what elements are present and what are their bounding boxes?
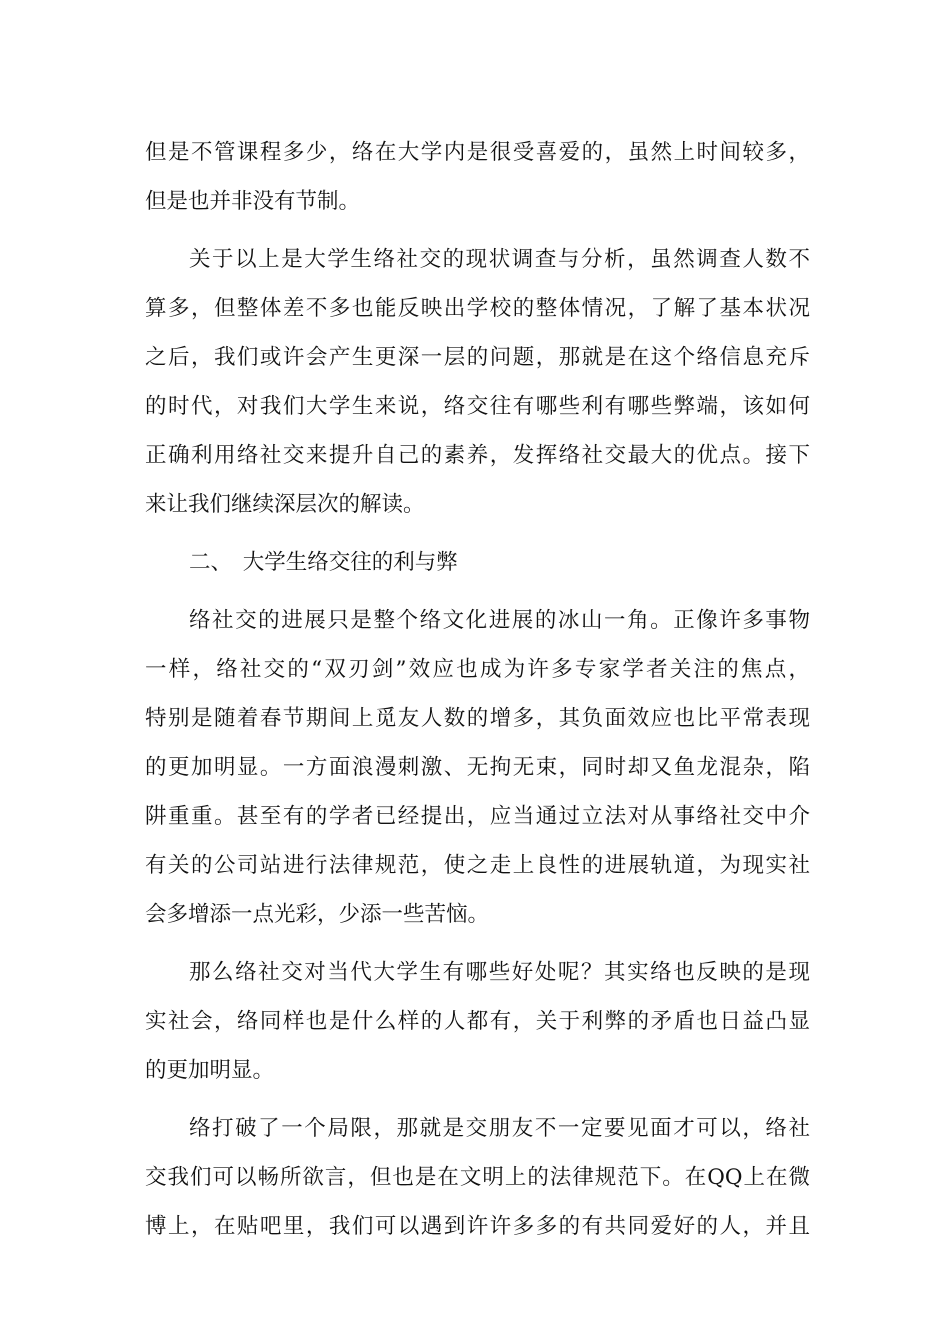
paragraph-3 — [145, 596, 810, 939]
paragraph-line: 之后，我们或许会产生更深一层的问题，那就是在这个络信息充斥 — [145, 345, 810, 370]
paragraph-2 — [145, 235, 810, 529]
paragraph-line: 络社交的进展只是整个络文化进展的冰山一角。正像许多事物 — [189, 608, 810, 633]
document-body — [145, 128, 810, 1251]
paragraph-1 — [145, 128, 810, 226]
paragraph-line: 但是也并非没有节制。 — [145, 189, 361, 214]
paragraph-line: 算多，但整体差不多也能反映出学校的整体情况，了解了基本状况 — [145, 296, 810, 321]
paragraph-line: 关于以上是大学生络社交的现状调查与分析，虽然调查人数不 — [189, 247, 810, 272]
paragraph-line: 博上，在贴吧里，我们可以遇到许许多多的有共同爱好的人，并且 — [145, 1214, 810, 1239]
paragraph-line: 有关的公司站进行法律规范，使之走上良性的进展轨道，为现实社 — [145, 853, 810, 878]
paragraph-line: 正确利用络社交来提升自己的素养，发挥络社交最大的优点。接下 — [145, 443, 810, 468]
paragraph-line: 的时代，对我们大学生来说，络交往有哪些利有哪些弊端，该如何 — [145, 394, 810, 419]
section-heading-text: 二、 大学生络交往的利与弊 — [189, 550, 458, 575]
paragraph-line: 的更加明显。 — [145, 1058, 275, 1083]
paragraph-line: 一样，络社交的“双刃剑”效应也成为许多专家学者关注的焦点， — [145, 657, 810, 682]
paragraph-line: 来让我们继续深层次的解读。 — [145, 492, 425, 517]
paragraph-4 — [145, 948, 810, 1095]
paragraph-line: 的更加明显。一方面浪漫刺激、无拘无束，同时却又鱼龙混杂，陷 — [145, 755, 810, 780]
paragraph-line: 阱重重。甚至有的学者已经提出，应当通过立法对从事络社交中介 — [145, 804, 810, 829]
section-heading — [145, 538, 810, 587]
paragraph-line: 那么络社交对当代大学生有哪些好处呢？其实络也反映的是现 — [189, 960, 810, 985]
paragraph-line: 实社会，络同样也是什么样的人都有，关于利弊的矛盾也日益凸显 — [145, 1009, 810, 1034]
paragraph-line: 但是不管课程多少，络在大学内是很受喜爱的，虽然上时间较多， — [145, 140, 810, 165]
paragraph-line: 络打破了一个局限，那就是交朋友不一定要见面才可以，络社 — [189, 1116, 810, 1141]
paragraph-line: 特别是随着春节期间上觅友人数的增多，其负面效应也比平常表现 — [145, 706, 810, 731]
paragraph-line: 交我们可以畅所欲言，但也是在文明上的法律规范下。在QQ上在微 — [145, 1165, 810, 1190]
paragraph-5 — [145, 1104, 810, 1251]
paragraph-line: 会多增添一点光彩，少添一些苦恼。 — [145, 902, 490, 927]
